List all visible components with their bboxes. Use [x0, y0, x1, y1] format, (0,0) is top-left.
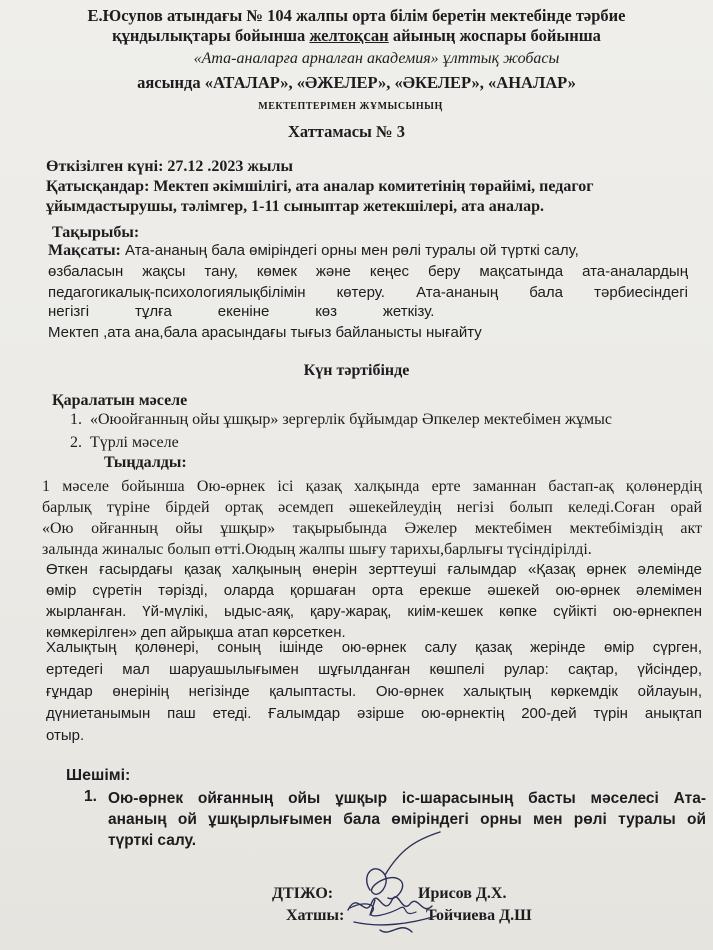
- topic-label: Тақырыбы:: [52, 224, 140, 241]
- signature-name-2: Тойчиева Д.Ш: [426, 907, 532, 924]
- header-line-5: МЕКТЕПТЕРІМЕН ЖҰМЫСЫНЫҢ: [258, 101, 443, 112]
- date-line: Өткізілген күні: 27.12 .2023 жылы: [46, 158, 293, 175]
- header-line-2: құндылықтары бойынша желтоқсан айының жоспары бойынша: [112, 26, 601, 45]
- paragraph-2: Өткен ғасырдағы қазақ халқының өнерін зерттеуші ғалымдар «Қазақ өрнек әлемінде өмір сүретін тәрізді, оларда қоршаған орта ерекше әшекей ою-өрнек әлемімен жырланған. Үй-мүлікі, ыдыс-аяқ, қару-жарақ, киім-кешек көпке сүйікті ою-өрнекпен көмкерілген» деп айрықша атап көрсеткен.: [46, 561, 702, 641]
- agenda-title: Күн тәртібінде: [303, 362, 410, 379]
- participants-line-2: ұйымдастырушы, тәлімгер, 1-11 сыныптар жетекшілері, ата аналар.: [46, 198, 545, 215]
- month-name: желтоқсан: [309, 26, 389, 45]
- goal-line-1: Мақсаты: Ата-ананың бала өміріндегі орны мен рөлі туралы ой түрткі салу,: [48, 242, 579, 259]
- header-line-4: аясында «АТАЛАР», «ӘЖЕЛЕР», «ӘКЕЛЕР», «АНАЛАР»: [137, 73, 576, 92]
- paragraph-1: 1 мәселе бойынша Ою-өрнек ісі қазақ халқында ерте заманнан бастап-ақ қолөнердің барлық түріне бірдей ортақ әсемдеп әшекейлеудің негізі болып келеді.Соған орай «Ою ойғанның ойы ұшқыр» тақырыбында Әжелер мектебімен мектебіміздің акт залында жиналыс болып өтті.Оюдың жалпы шығу тарихы,барлығы түсіндірілді.: [42, 478, 702, 558]
- paragraph-3: Халықтың қолөнері, соның ішінде ою-өрнек салу қазақ жерінде өмір сүрген, ертедегі мал шаруашылығымен шұғылданған көшпелі рулар: сақтар, үйсіндер, ғұндар өнерінің негізінде қалыптасты. Ою-өрнек халықтың көркемдік ойлауын, дүниетанымын паш етеді. Ғалымдар әзірше ою-өрнектің 200-дей түрін анықтап отыр.: [46, 639, 702, 744]
- goal-line-5: Мектеп ,ата ана,бала арасындағы тығыз байланысты нығайту: [48, 324, 482, 341]
- decision-text: Ою-өрнек ойғанның ойы ұшқыр іс-шарасының басты мәселесі Ата- ананың ой ұшқырлығымен бала өміріндегі орны мен рөлі туралы ой түрткі салу.: [108, 790, 706, 849]
- agenda-item-2: 2. Түрлі мәселе: [70, 434, 179, 451]
- goal-line-2: өзбаласын жақсы тану, көмек және кеңес беру мақсатында ата-аналардың: [48, 263, 688, 280]
- agenda-item-1: 1. «Оюойғанның ойы ұшқыр» зергерлік бұйымдар Әпкелер мектебімен жұмыс: [70, 411, 612, 428]
- signature-role-1: ДТІЖО:: [272, 885, 334, 902]
- goal-line-4: негізгі тұлға екеніне көз жеткізу.: [48, 303, 435, 320]
- heard-label: Тыңдалды:: [104, 454, 187, 471]
- decision-label: Шешімі:: [66, 767, 131, 784]
- header-line-1: Е.Юсупов атындағы № 104 жалпы орта білім беретін мектебінде тәрбие: [87, 6, 626, 25]
- goal-line-3: педагогикалық-психологиялықбілімін көтеру. Ата-ананың бала тәрбиесіндегі: [48, 284, 688, 301]
- header-line-3: «Ата-аналарға арналған академия» ұлттық жобасы: [193, 50, 560, 67]
- protocol-title: Хаттамасы № 3: [287, 122, 406, 141]
- signature-name-1: Ирисов Д.Х.: [418, 885, 507, 902]
- participants-line-1: Қатысқандар: Мектеп әкімшілігі, ата аналар комитетінің төрайімі, педагог: [46, 178, 594, 195]
- issues-label: Қаралатын мәселе: [52, 392, 188, 409]
- signature-role-2: Хатшы:: [286, 907, 345, 924]
- handwritten-signature-2: [340, 880, 450, 945]
- decision-number: 1.: [84, 788, 97, 805]
